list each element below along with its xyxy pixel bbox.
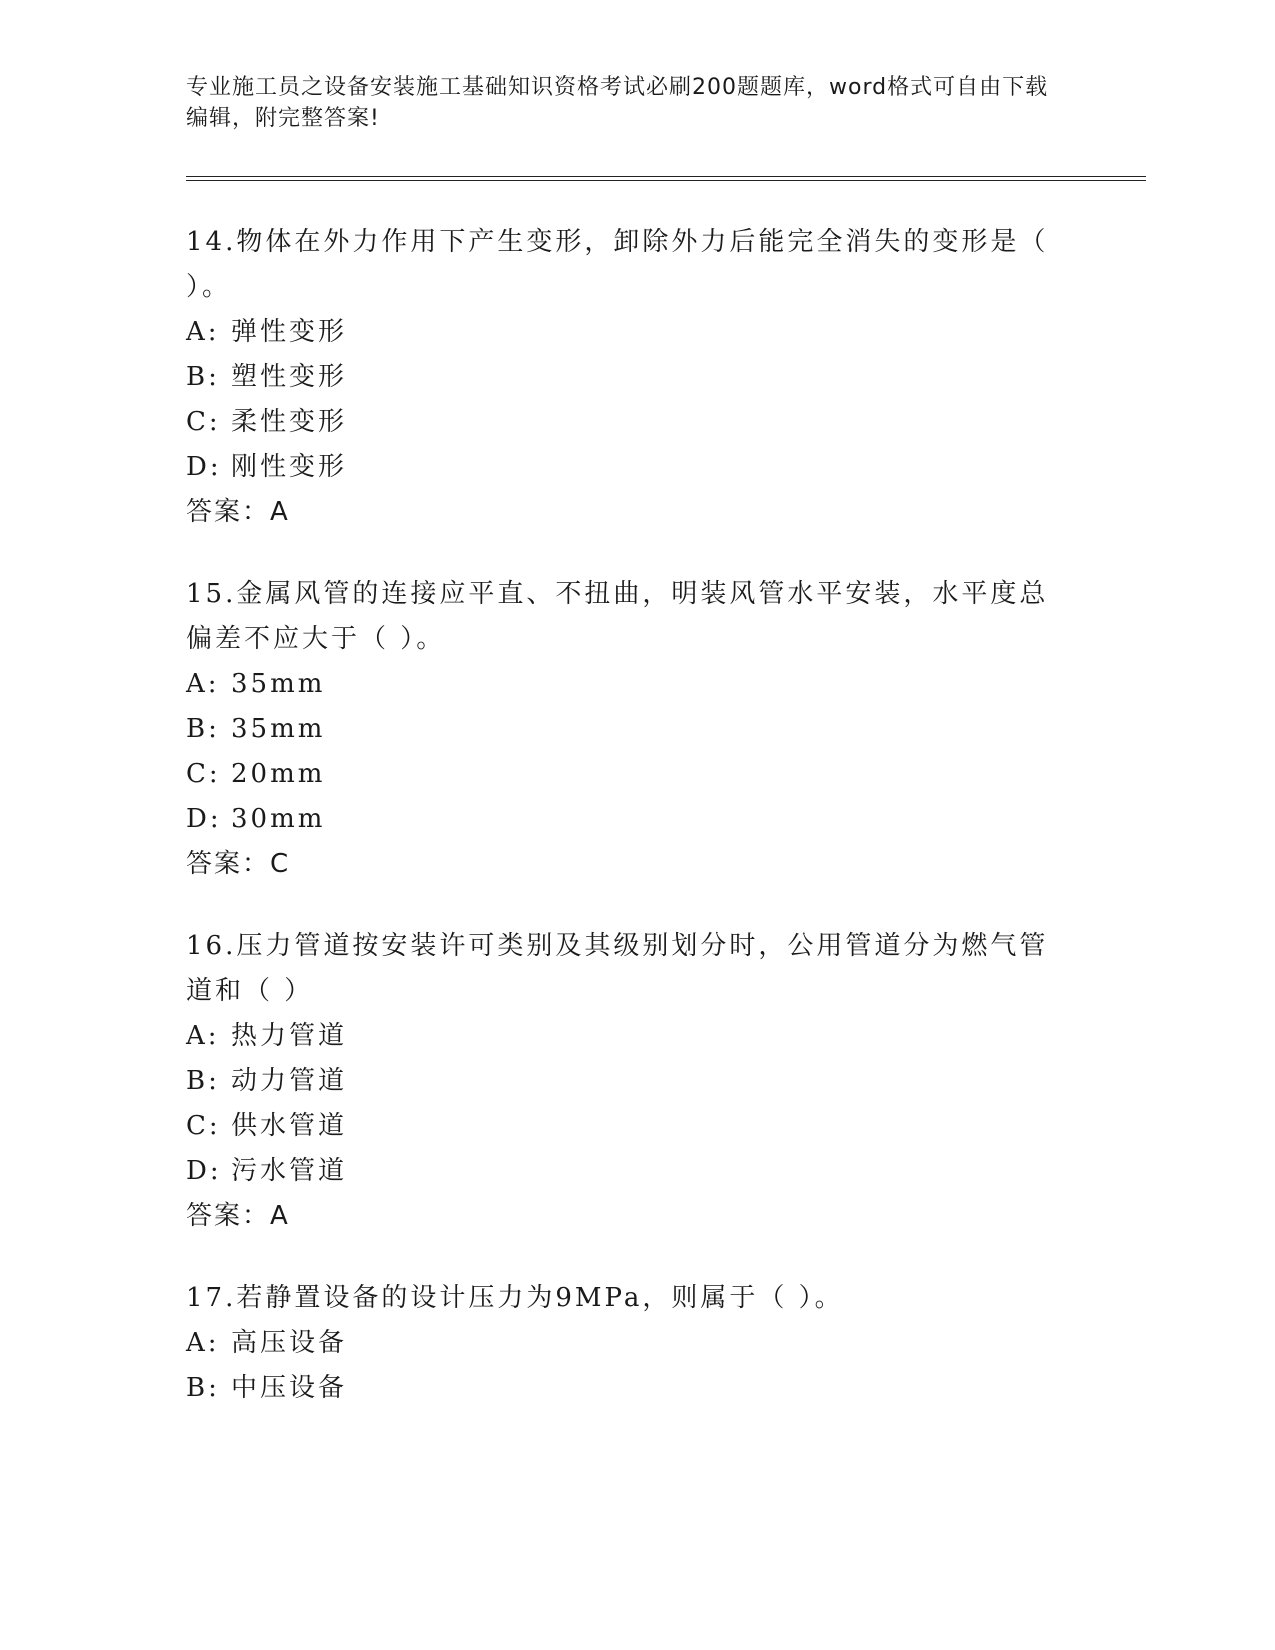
option-key: A: — [186, 317, 220, 347]
option-a — [186, 1321, 1066, 1366]
option-key: B: — [186, 714, 220, 744]
option-c — [186, 400, 1066, 445]
option-key: C: — [186, 759, 221, 789]
option-text: 热力管道 — [231, 1021, 348, 1051]
question-stem: 15.金属风管的连接应平直、不扭曲，明装风管水平安装，水平度总偏差不应大于（ ）。 — [186, 579, 1049, 654]
option-c — [186, 1104, 1066, 1149]
option-text: 弹性变形 — [231, 317, 348, 347]
option-b — [186, 707, 1066, 752]
question-16 — [186, 924, 1066, 1239]
option-key: C: — [186, 407, 221, 437]
answer-line: 答案：C — [186, 849, 291, 879]
option-key: D: — [186, 1156, 222, 1186]
question-17 — [186, 1276, 1066, 1411]
option-text: 柔性变形 — [231, 407, 348, 437]
option-key: B: — [186, 1066, 220, 1096]
option-text: 中压设备 — [231, 1373, 348, 1403]
option-b — [186, 1366, 1066, 1411]
option-key: B: — [186, 1373, 220, 1403]
option-a — [186, 662, 1066, 707]
answer-line: 答案：A — [186, 1201, 290, 1231]
document-header-title: 专业施工员之设备安装施工基础知识资格考试必刷200题题库，word格式可自由下载编辑，附完整答案! — [186, 75, 1049, 131]
header-divider-top — [186, 176, 1146, 177]
header-divider-bottom — [186, 180, 1146, 181]
option-key: D: — [186, 452, 222, 482]
option-text: 塑性变形 — [231, 362, 348, 392]
question-15 — [186, 572, 1066, 887]
question-14 — [186, 220, 1066, 535]
option-key: A: — [186, 669, 220, 699]
option-text: 污水管道 — [231, 1156, 348, 1186]
option-text: 供水管道 — [231, 1111, 348, 1141]
option-text: 20mm — [231, 759, 326, 789]
option-b — [186, 1059, 1066, 1104]
option-text: 35mm — [231, 714, 326, 744]
option-c — [186, 752, 1066, 797]
option-text: 35mm — [231, 669, 326, 699]
option-key: B: — [186, 362, 220, 392]
option-text: 高压设备 — [231, 1328, 348, 1358]
option-a — [186, 1014, 1066, 1059]
option-key: A: — [186, 1021, 220, 1051]
option-d — [186, 797, 1066, 842]
question-stem: 14.物体在外力作用下产生变形，卸除外力后能完全消失的变形是（ ）。 — [186, 227, 1049, 302]
option-text: 刚性变形 — [231, 452, 348, 482]
question-stem: 16.压力管道按安装许可类别及其级别划分时，公用管道分为燃气管道和（ ） — [186, 931, 1049, 1006]
option-b — [186, 355, 1066, 400]
option-text: 动力管道 — [231, 1066, 348, 1096]
question-stem: 17.若静置设备的设计压力为9MPa，则属于（ ）。 — [186, 1283, 844, 1313]
option-d — [186, 1149, 1066, 1194]
option-a — [186, 310, 1066, 355]
option-key: A: — [186, 1328, 220, 1358]
option-key: C: — [186, 1111, 221, 1141]
option-text: 30mm — [231, 804, 326, 834]
answer-line: 答案：A — [186, 497, 290, 527]
option-d — [186, 445, 1066, 490]
option-key: D: — [186, 804, 222, 834]
